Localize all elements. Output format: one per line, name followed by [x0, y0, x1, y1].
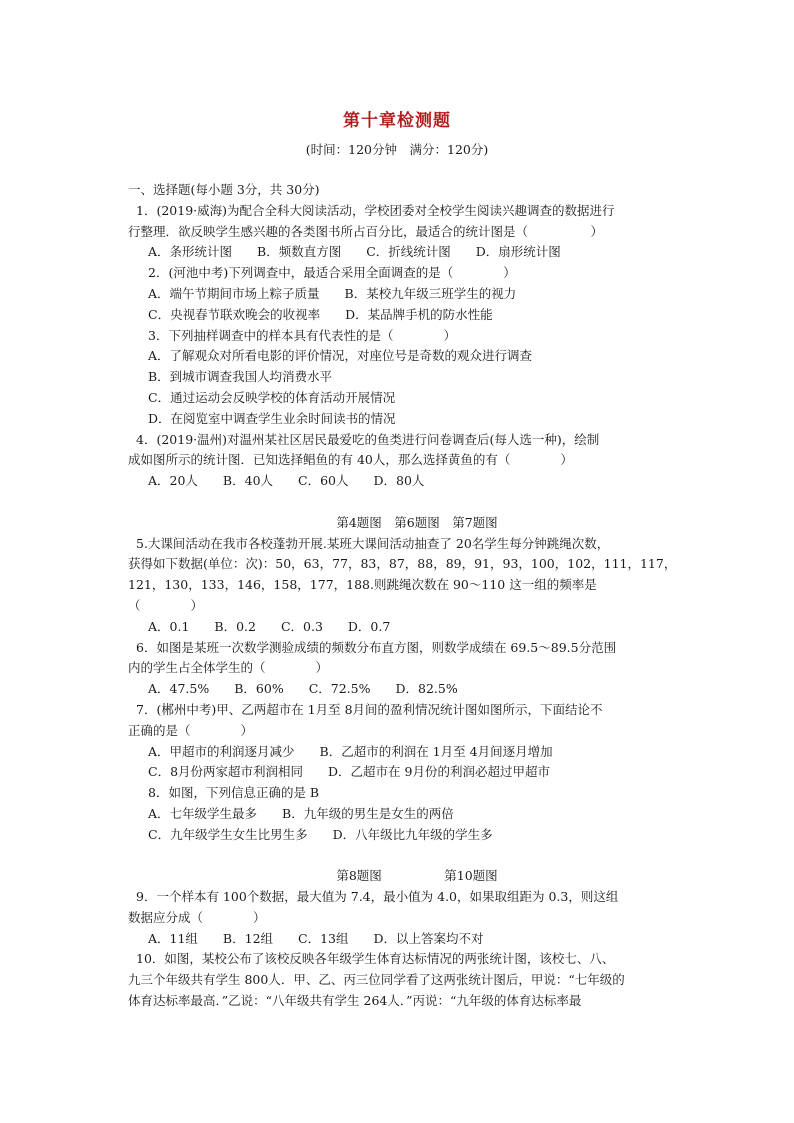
answer-options: C．央视春节联欢晚会的收视率 D．某品牌手机的防水性能	[148, 306, 493, 322]
question-text: 体育达标率最高．”乙说：“八年级共有学生 264人．”丙说：“九年级的体育达标率最	[128, 993, 582, 1009]
answer-options: C．九年级学生女生比男生多 D．八年级比九年级的学生多	[148, 826, 493, 842]
page-title: 第十章检测题	[343, 111, 451, 131]
question-text: 121，130，133，146，158，177，188.则跳绳次数在 90～110 这一组的频率是	[128, 577, 597, 593]
question-text: 获得如下数据(单位：次)：50，63，77，83，87，88，89，91，93，100，102，111，117，	[128, 556, 677, 572]
figure-caption: 第8题图 第10题图	[336, 868, 498, 884]
question-text: 数据应分成（ ）	[128, 909, 266, 925]
question-text: 9．一个样本有 100个数据，最大值为 7.4，最小值为 4.0，如果取组距为 0.3，则这组	[136, 889, 619, 905]
question-text: 3．下列抽样调查中的样本具有代表性的是（ ）	[148, 327, 456, 343]
answer-options: A．甲超市的利润逐月减少 B．乙超市的利润在 1月至 4月间逐月增加	[148, 743, 553, 759]
question-text: 成如图所示的统计图．已知选择鲳鱼的有 40人，那么选择黄鱼的有（ ）	[128, 452, 573, 468]
answer-options: A．0.1 B．0.2 C．0.3 D．0.7	[148, 618, 391, 634]
answer-options: A．七年级学生最多 B．九年级的男生是女生的两倍	[148, 805, 454, 821]
question-text: 4．(2019·温州)对温州某社区居民最爱吃的鱼类进行问卷调查后(每人选一种)，绘制	[136, 431, 600, 447]
question-text: 2．(河池中考)下列调查中，最适合采用全面调查的是（ ）	[148, 265, 516, 281]
question-text: 1．(2019·威海)为配合全科大阅读活动，学校团委对全校学生阅读兴趣调查的数据进行	[136, 202, 615, 218]
answer-options: A．11组 B．12组 C．13组 D．以上答案均不对	[148, 930, 484, 946]
question-text: 内的学生占全体学生的（ ）	[128, 660, 329, 676]
question-body	[128, 180, 676, 1012]
answer-options: A．条形统计图 B．频数直方图 C．折线统计图 D．扇形统计图	[148, 244, 561, 260]
question-text: 行整理．欲反映学生感兴趣的各类图书所占百分比，最适合的统计图是（ ）	[128, 223, 604, 239]
question-text: 九三个年级共有学生 800人．甲、乙、丙三位同学看了这两张统计图后，甲说：“七年级的	[128, 972, 625, 988]
answer-options: A．端午节期间市场上粽子质量 B．某校九年级三班学生的视力	[148, 285, 517, 301]
figure-space	[128, 492, 676, 513]
answer-option: C．通过运动会反映学校的体育活动开展情况	[148, 389, 396, 405]
question-text: 6．如图是某班一次数学测验成绩的频数分布直方图，则数学成绩在 69.5～89.5分范围	[136, 639, 617, 655]
question-text: 正确的是（ ）	[128, 722, 254, 738]
figure-caption: 第4题图 第6题图 第7题图	[336, 514, 498, 530]
answer-options: C．8月份两家超市利润相同 D．乙超市在 9月份的利润必超过甲超市	[148, 764, 550, 780]
section-heading: 一、选择题(每小题 3分，共 30分)	[128, 182, 320, 197]
exam-info: (时间：120分钟 满分：120分)	[305, 142, 489, 157]
question-text: 7．(郴州中考)甲、乙两超市在 1月至 8月间的盈利情况统计图如图所示，下面结论不	[136, 701, 603, 717]
answer-option: D．在阅览室中调查学生业余时间读书的情况	[148, 410, 396, 426]
answer-options: A．47.5% B．60% C．72.5% D．82.5%	[148, 681, 458, 697]
answer-blank: （ ）	[128, 597, 204, 613]
answer-option: A．了解观众对所看电影的评价情况，对座位号是奇数的观众进行调查	[148, 348, 533, 364]
answer-option: B．到城市调查我国人均消费水平	[148, 369, 333, 385]
question-text: 10．如图，某校公布了该校反映各年级学生体育达标情况的两张统计图，该校七、八、	[136, 951, 615, 967]
answer-options: A．20人 B．40人 C．60人 D．80人	[148, 473, 425, 489]
figure-space	[128, 846, 676, 867]
question-text: 5.大课间活动在我市各校蓬勃开展.某班大课间活动抽查了 20名学生每分钟跳绳次数，	[136, 535, 610, 551]
question-text: 8．如图，下列信息正确的是 B	[148, 785, 320, 801]
